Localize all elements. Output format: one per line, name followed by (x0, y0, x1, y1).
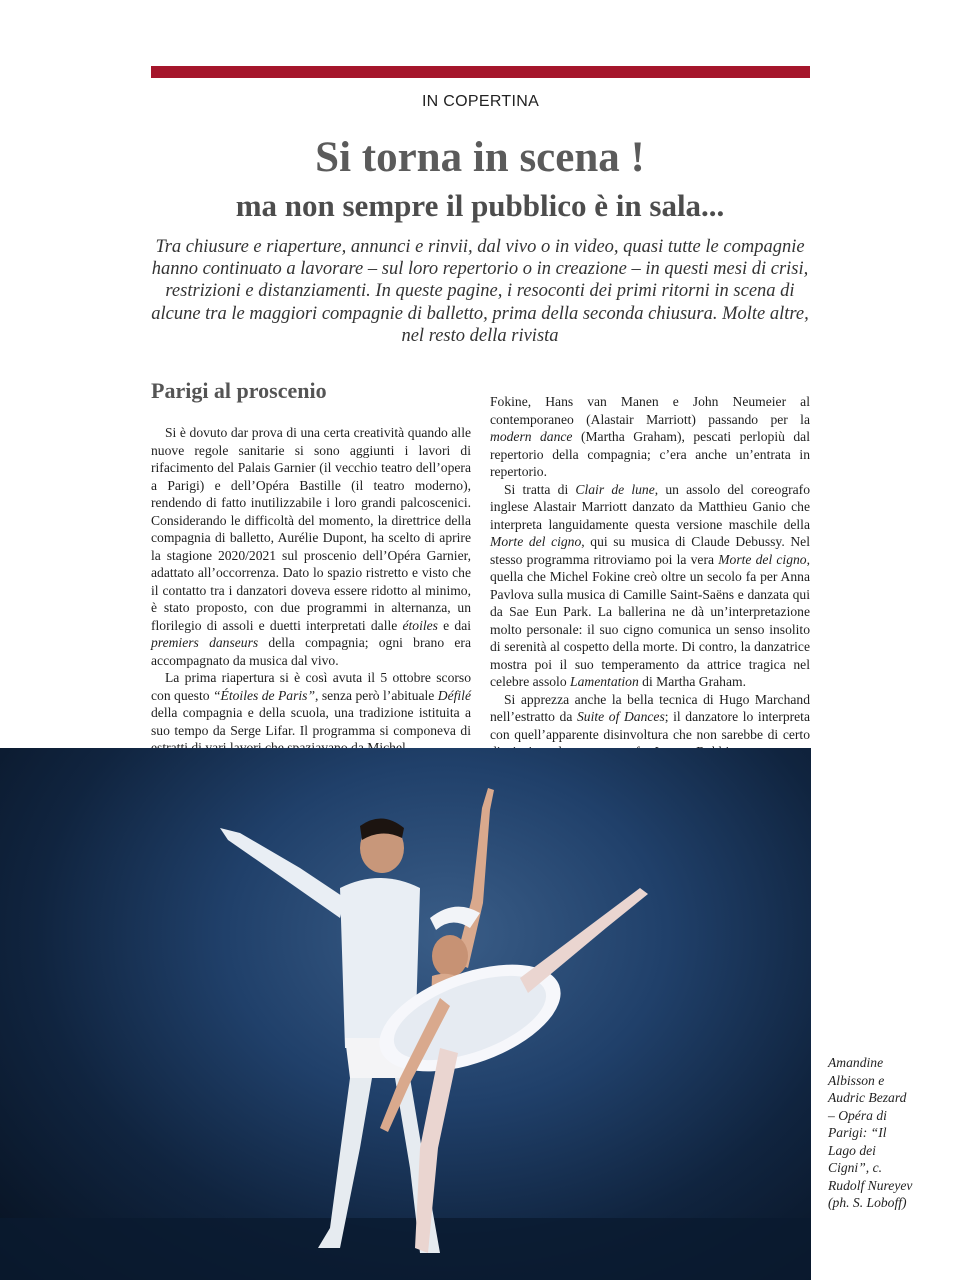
article-standfirst: Tra chiusure e riaperture, annunci e rinvii, dal vivo o in video, quasi tutte le compagnie hanno continuato a lavorare – sul loro repertorio o in creazione – in questi mesi di crisi, restrizioni e distanziamenti. In queste pagine, i resoconti dei primi ritorni in scena di alcune tra le maggiori compagnie di balletto, prima della seconda chiusura. Molte altre, nel resto della rivista (151, 237, 809, 346)
paragraph: Si apprezza anche la bella tecnica di Hugo Marchand nell’estratto da Suite of Dances; il danzatore lo interpreta con quell’apparente disinvoltura che non sarebbe di certo (490, 691, 810, 742)
paragraph: La prima riapertura si è così avuta il 5 ottobre scorso con questo “Étoiles de Paris”, senza però l’abituale Défilé della compagnia e della scuola, una tradizione istituita a suo tempo da Serge Lifar. Il programma si componeva di (151, 670, 471, 738)
section-label: IN COPERTINA (421, 93, 540, 110)
caption-line: Rudolf Nureyev (828, 1177, 913, 1193)
paragraph: Si tratta di Clair de lune, un assolo del coreografo inglese Alastair Marriott danzato da Matthieu Ganio che interpreta languidamente questa versione maschile della Morte del cigno, qui su musica di Claude Debussy. Nel stesso programma ritroviamo poi la vera Morte del cigno, quella che Michel Fokine creò oltre un secolo fa per Anna Pavlova sulla musica di Camille Saint-Saëns e danzata qui da Sae Eun Park. La ballerina ne dà un’interpretazione molto personale: il suo cigno comunica un senso insolito di serenità al cospetto della morte. Di contro, la danzatrice mostra poi il suo temperamento da attrice tragica nel celebre assolo Lamentation di Martha Graham. (490, 481, 811, 689)
ballet-photo (0, 748, 811, 1280)
article-title: Si torna in scena ! (315, 134, 645, 181)
article-subtitle: ma non sempre il pubblico è in sala... (235, 188, 725, 223)
caption-line: Albisson e (828, 1072, 885, 1088)
paragraph: Si è dovuto dar prova di una certa creatività quando alle nuove regole sanitarie si sono aggiunti i lavori di rifacimento del Palais Garnier (il vecchio teatro dell’opera a Parigi) e dell’Opéra Bastille (il teatro moderno), rendendo di fatto inutilizzabile i loro grandi palcoscenici. Considerando le difficoltà del momento, la direttrice della compagnia di balletto, Aurélie Dupont, ha scelto di aprire la stagione 2020/2021 sul proscenio dell’Opéra Garnier, adattato all’occorrenza. Dato lo spazio ristretto e visto che il contatto tra i danzatori doveva essere ridotto al minimo, è stato proposto, con due programmi in alternanza, un florilegio di assoli e duetti interpretati dalle étoiles e dai premiers danseurs della compagnia; ogni brano era accompagnato da musica dal vivo. (151, 425, 471, 668)
section-accent-bar (151, 66, 810, 78)
paragraph: Fokine, Hans van Manen e John Neumeier al contemporaneo (Alastair Marriott) passando per la modern dance (Martha Graham), pescati perlopiù dal repertorio della compagnia; c’era anche un’entrata in repertorio. (490, 394, 810, 479)
text-column-right (490, 393, 810, 761)
caption-line: Audric Bezard (828, 1090, 907, 1105)
caption-line: Amandine (828, 1055, 884, 1070)
section-heading: Parigi al proscenio (151, 378, 327, 403)
caption-line: – Opéra di (828, 1107, 887, 1123)
text-column-left (151, 424, 471, 757)
caption-line: Lago dei (828, 1142, 876, 1158)
caption-line: Parigi: “Il (828, 1125, 887, 1140)
caption-line: (ph. S. Loboff) (828, 1195, 907, 1210)
ballet-dancers-illustration (0, 748, 811, 1280)
photo-caption (828, 1054, 938, 1212)
caption-line: Cigni”, c. (828, 1160, 883, 1175)
